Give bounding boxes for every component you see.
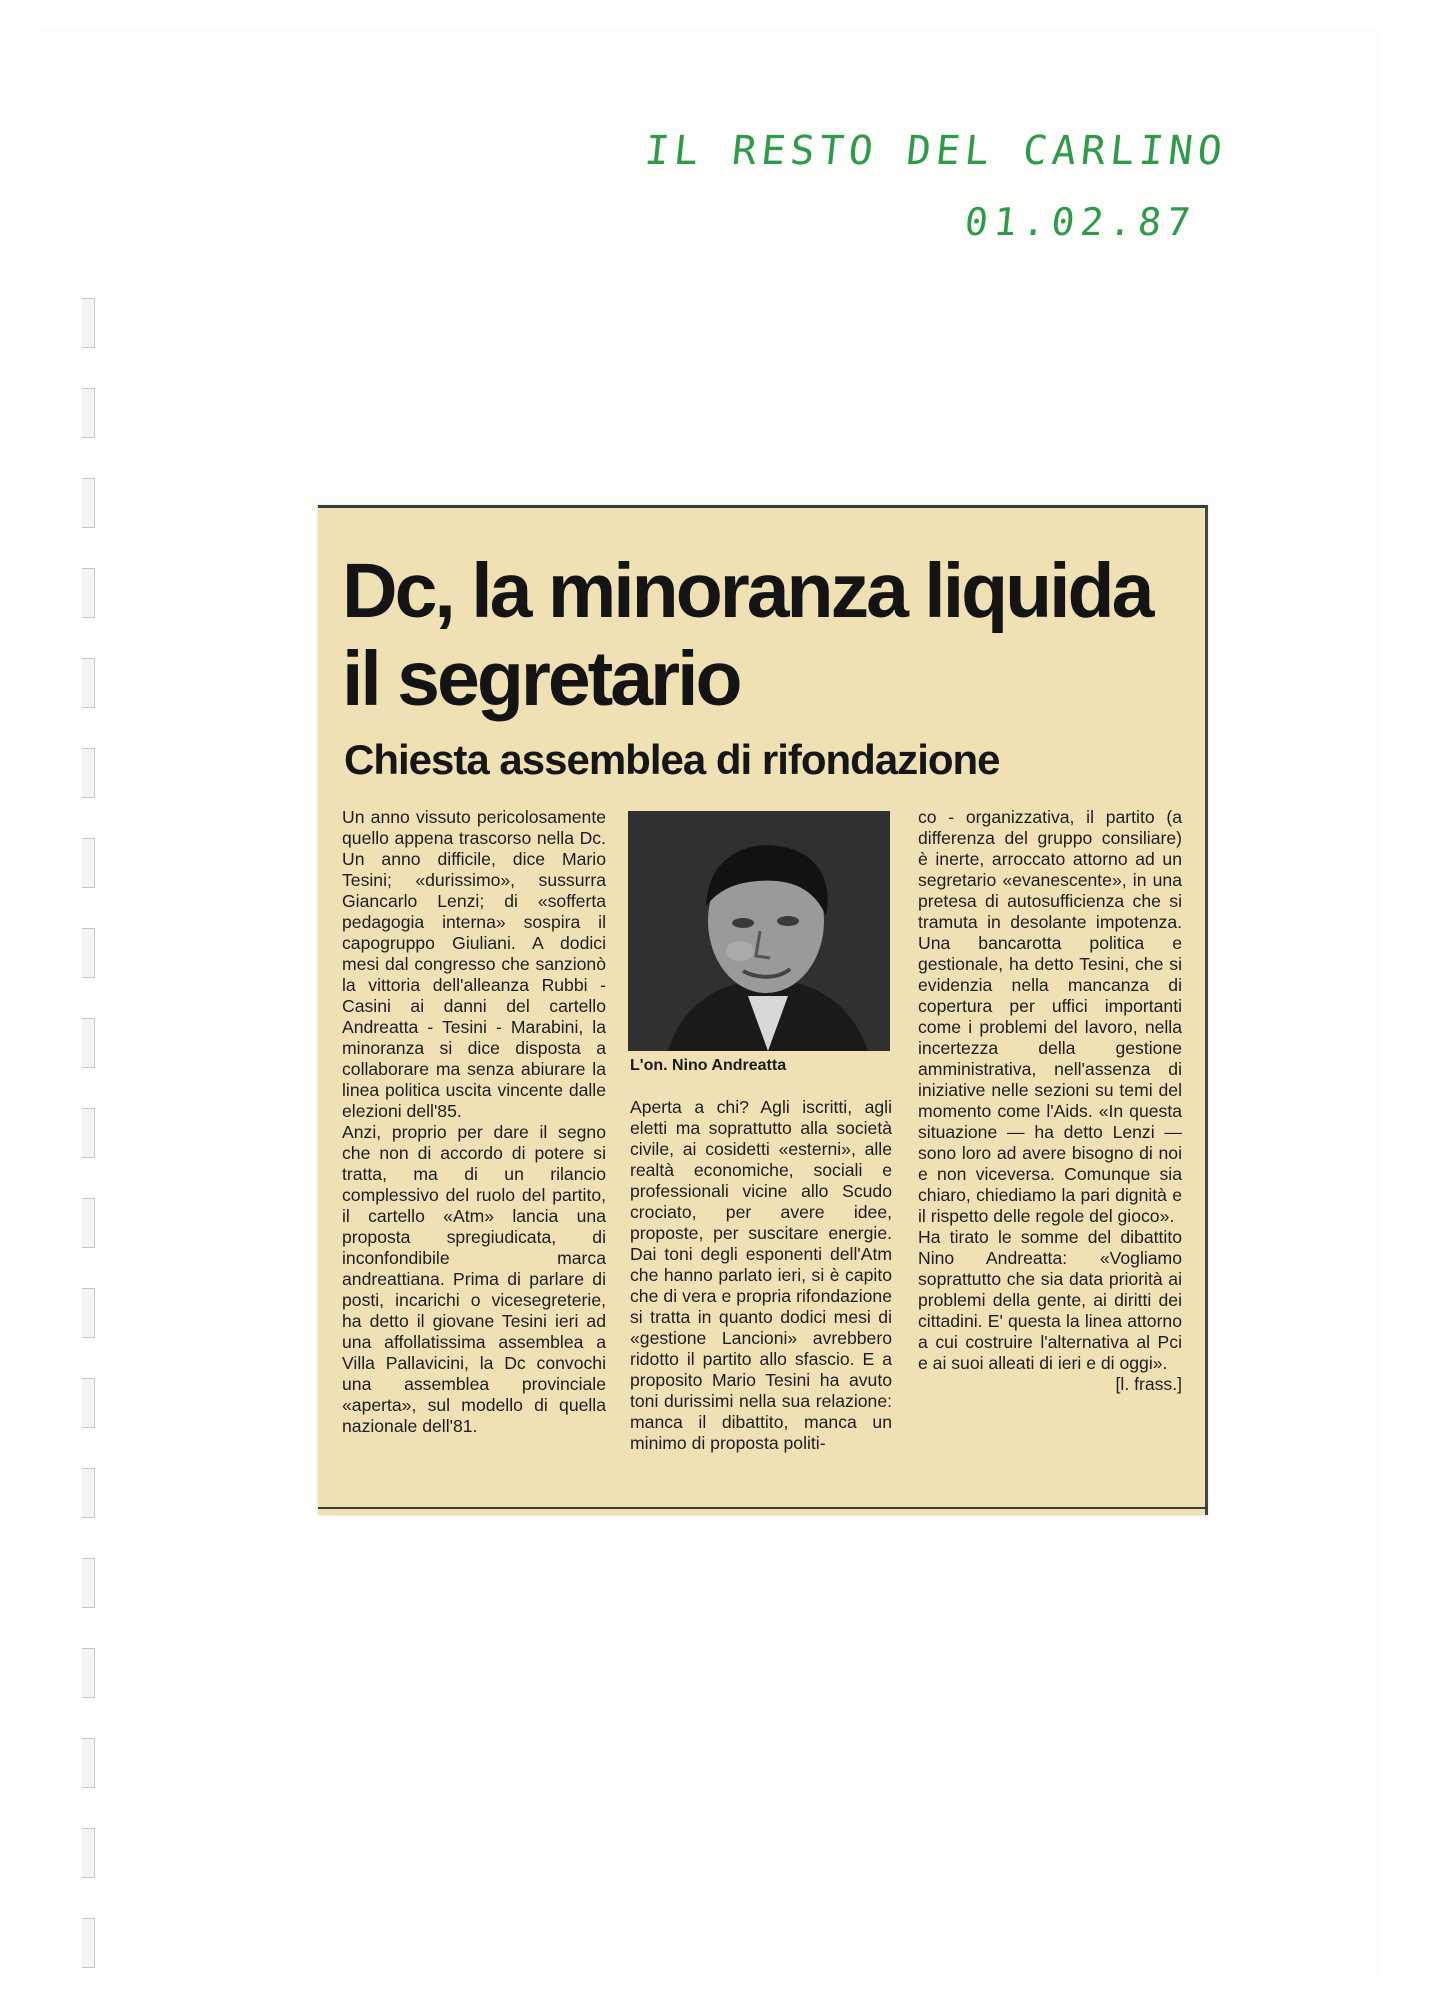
clipping-top-rule (318, 505, 1208, 508)
portrait-photo (628, 811, 890, 1051)
binder-hole (82, 838, 95, 888)
binder-hole (82, 1288, 95, 1338)
binder-hole (82, 1468, 95, 1518)
handwritten-source-note: IL RESTO DEL CARLINO (642, 128, 1230, 174)
binder-hole (82, 1558, 95, 1608)
binder-hole (82, 1648, 95, 1698)
newspaper-clipping (318, 505, 1208, 1515)
binder-hole (82, 1108, 95, 1158)
binder-hole (82, 568, 95, 618)
binder-hole (82, 298, 95, 348)
clipping-right-rule (1205, 505, 1208, 1515)
binder-hole (82, 388, 95, 438)
column-2-paragraph-1: Aperta a chi? Agli iscritti, agli eletti ma soprattutto alla società civile, ai cosidetti «esterni», alle realtà economiche, sociali e professionali vicine allo Scudo crociato, per avere idee, proposte, per suscitare energie. Dai toni degli esponenti dell'Atm che hanno parlato ieri, si è capito che di vera e propria rifondazione si tratta in quanto dodici mesi di «gestione Lancioni» avrebbero ridotto il partito allo sfascio. E a proposito Mario Tesini ha avuto toni durissimi nella sua relazione: manca il dibattito, manca un minimo di proposta politi- (630, 1097, 892, 1453)
binder-hole (82, 1018, 95, 1068)
clipping-bottom-rule (318, 1507, 1208, 1509)
binder-hole (82, 748, 95, 798)
binder-holes (40, 28, 100, 1978)
binder-hole (82, 928, 95, 978)
author-signature: [l. frass.] (1115, 1374, 1182, 1394)
portrait-illustration (628, 811, 890, 1051)
column-3-paragraph-2 (918, 1227, 1182, 1394)
binder-hole (82, 478, 95, 528)
article-column-1 (342, 807, 606, 1437)
article-column-2 (630, 1097, 892, 1454)
article-subheadline: Chiesta assemblea di rifondazione (344, 736, 1000, 783)
binder-hole (82, 1918, 95, 1968)
binder-hole (82, 1378, 95, 1428)
handwritten-date-note: 01.02.87 (962, 200, 1199, 244)
binder-hole (82, 1828, 95, 1878)
column-1-paragraph-1: Un anno vissuto pericolosamente quello appena trascorso nella Dc. Un anno difficile, dice Mario Tesini; «durissimo», sussurra Giancarlo Lenzi; di «sofferta pedagogia interna» sospira il capogruppo Giuliani. A dodici mesi dal congresso che sanzionò la vittoria dell'alleanza Rubbi - Casini ai danni del cartello Andreatta - Tesini - Marabini, la minoranza si dice disposta a collaborare ma senza abiurare la linea politica uscita vincente dalle elezioni dell'85. (342, 807, 606, 1121)
column-3-paragraph-1: co - organizzativa, il partito (a differenza del gruppo consiliare) è inerte, arroccato attorno ad un segretario «evanescente», in una pretesa di autosufficienza che si tramuta in desolante impotenza. Una bancarotta politica e gestionale, ha detto Tesini, che si evidenzia nella mancanza di copertura per uffici importanti come i problemi del lavoro, nella incertezza della gestione amministrativa, nell'assenza di iniziative nelle sezioni su temi del momento come l'Aids. «In questa situazione — ha detto Lenzi — sono loro ad avere bisogno di noi e non viceversa. Comunque sia chiaro, chiediamo la pari dignità e il rispetto delle regole del gioco». (918, 807, 1182, 1226)
column-3-paragraph-2-text: Ha tirato le somme del dibattito Nino Andreatta: «Vogliamo soprattutto che sia data priorità ai problemi della gente, ai diritti dei cittadini. E' questa la linea attorno a cui costruire l'alternativa al Pci e ai suoi alleati di ieri e di oggi». (918, 1227, 1182, 1373)
column-1-paragraph-2: Anzi, proprio per dare il segno che non di accordo di potere si tratta, ma di un rilancio complessivo del ruolo del partito, il cartello «Atm» lancia una proposta spregiudicata, di inconfondibile marca andreattiana. Prima di parlare di posti, incarichi o vicesegreterie, ha detto il giovane Tesini ieri ad una affollatissima assemblea a Villa Pallavicini, la Dc convochi una assemblea provinciale «aperta», sul modello di quella nazionale dell'81. (342, 1122, 606, 1436)
article-headline: Dc, la minoranza liquida il segretario (342, 548, 1152, 722)
article-column-3 (918, 807, 1182, 1395)
photo-caption: L'on. Nino Andreatta (630, 1057, 787, 1074)
binder-hole (82, 1198, 95, 1248)
binder-hole (82, 658, 95, 708)
binder-hole (82, 1738, 95, 1788)
